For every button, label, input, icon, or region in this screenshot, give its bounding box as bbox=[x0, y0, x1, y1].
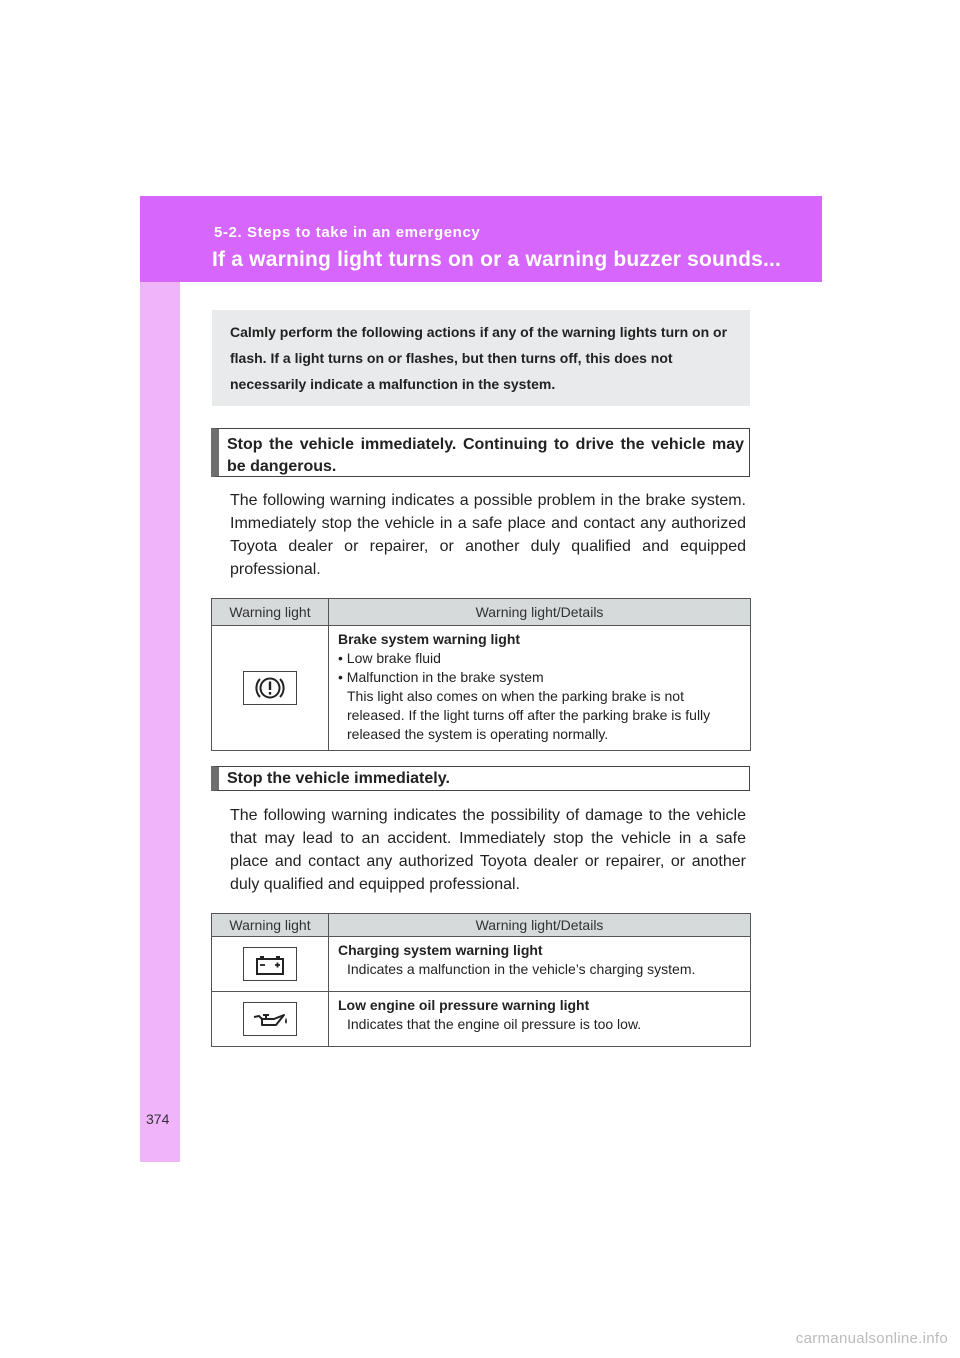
column-header-details: Warning light/Details bbox=[329, 599, 751, 626]
warning-description: Indicates that the engine oil pressure is too low. bbox=[347, 1016, 642, 1032]
warning-table-1 bbox=[211, 598, 751, 751]
table-header-row bbox=[212, 599, 751, 626]
warning-note: This light also comes on when the parking brake is not released. If the light turns off after the parking brake is fully released the system is operating normally. bbox=[347, 688, 711, 742]
warning-title: Brake system warning light bbox=[338, 631, 521, 647]
table-row bbox=[212, 626, 751, 751]
column-header-light: Warning light bbox=[212, 914, 329, 937]
warning-title: Low engine oil pressure warning light bbox=[338, 997, 590, 1013]
section-label: 5-2. Steps to take in an emergency bbox=[214, 224, 481, 241]
warning-description: Indicates a malfunction in the vehicle’s charging system. bbox=[347, 961, 696, 977]
warning-detail-cell bbox=[329, 992, 751, 1047]
table-row bbox=[212, 937, 751, 992]
warning-light-cell bbox=[212, 937, 329, 992]
warning-detail-cell bbox=[329, 626, 751, 751]
warning-light-cell bbox=[212, 992, 329, 1047]
page-title: If a warning light turns on or a warning buzzer sounds... bbox=[212, 248, 782, 271]
caution-heading-1: Stop the vehicle immediately. Continuing to drive the vehicle may be dangerous. bbox=[211, 428, 750, 477]
warning-light-cell bbox=[212, 626, 329, 751]
watermark: carmanualsonline.info bbox=[795, 1330, 948, 1347]
intro-box bbox=[212, 310, 750, 406]
caution-heading-2: Stop the vehicle immediately. bbox=[211, 766, 750, 791]
brake-warning-icon bbox=[243, 671, 297, 705]
column-header-light: Warning light bbox=[212, 599, 329, 626]
paragraph-1: The following warning indicates a possible problem in the brake system. Immediately stop the vehicle in a safe place and contact any authorized Toyota dealer or repairer, or another duly qualified and equipped professional. bbox=[230, 492, 746, 578]
oil-can-icon bbox=[243, 1002, 297, 1036]
side-tab-band bbox=[140, 196, 180, 1162]
bullet-item: • Malfunction in the brake system bbox=[338, 669, 544, 685]
table-header-row bbox=[212, 914, 751, 937]
warning-table-2 bbox=[211, 913, 751, 1047]
table-row bbox=[212, 992, 751, 1047]
page-number: 374 bbox=[146, 1111, 170, 1127]
column-header-details: Warning light/Details bbox=[329, 914, 751, 937]
bullet-item: • Low brake fluid bbox=[338, 650, 441, 666]
battery-icon bbox=[243, 947, 297, 981]
intro-text: Calmly perform the following actions if any of the warning lights turn on or flash. If a light turns on or flashes, but then turns off, this does not necessarily indicate a malfunction in the system. bbox=[230, 324, 728, 392]
warning-detail-cell bbox=[329, 937, 751, 992]
paragraph-2: The following warning indicates the possibility of damage to the vehicle that may lead to an accident. Immediately stop the vehicle in a safe place and contact any authorized Toyota dealer or repairer, or another duly qualified and equipped professional. bbox=[230, 807, 746, 893]
warning-title: Charging system warning light bbox=[338, 942, 543, 958]
